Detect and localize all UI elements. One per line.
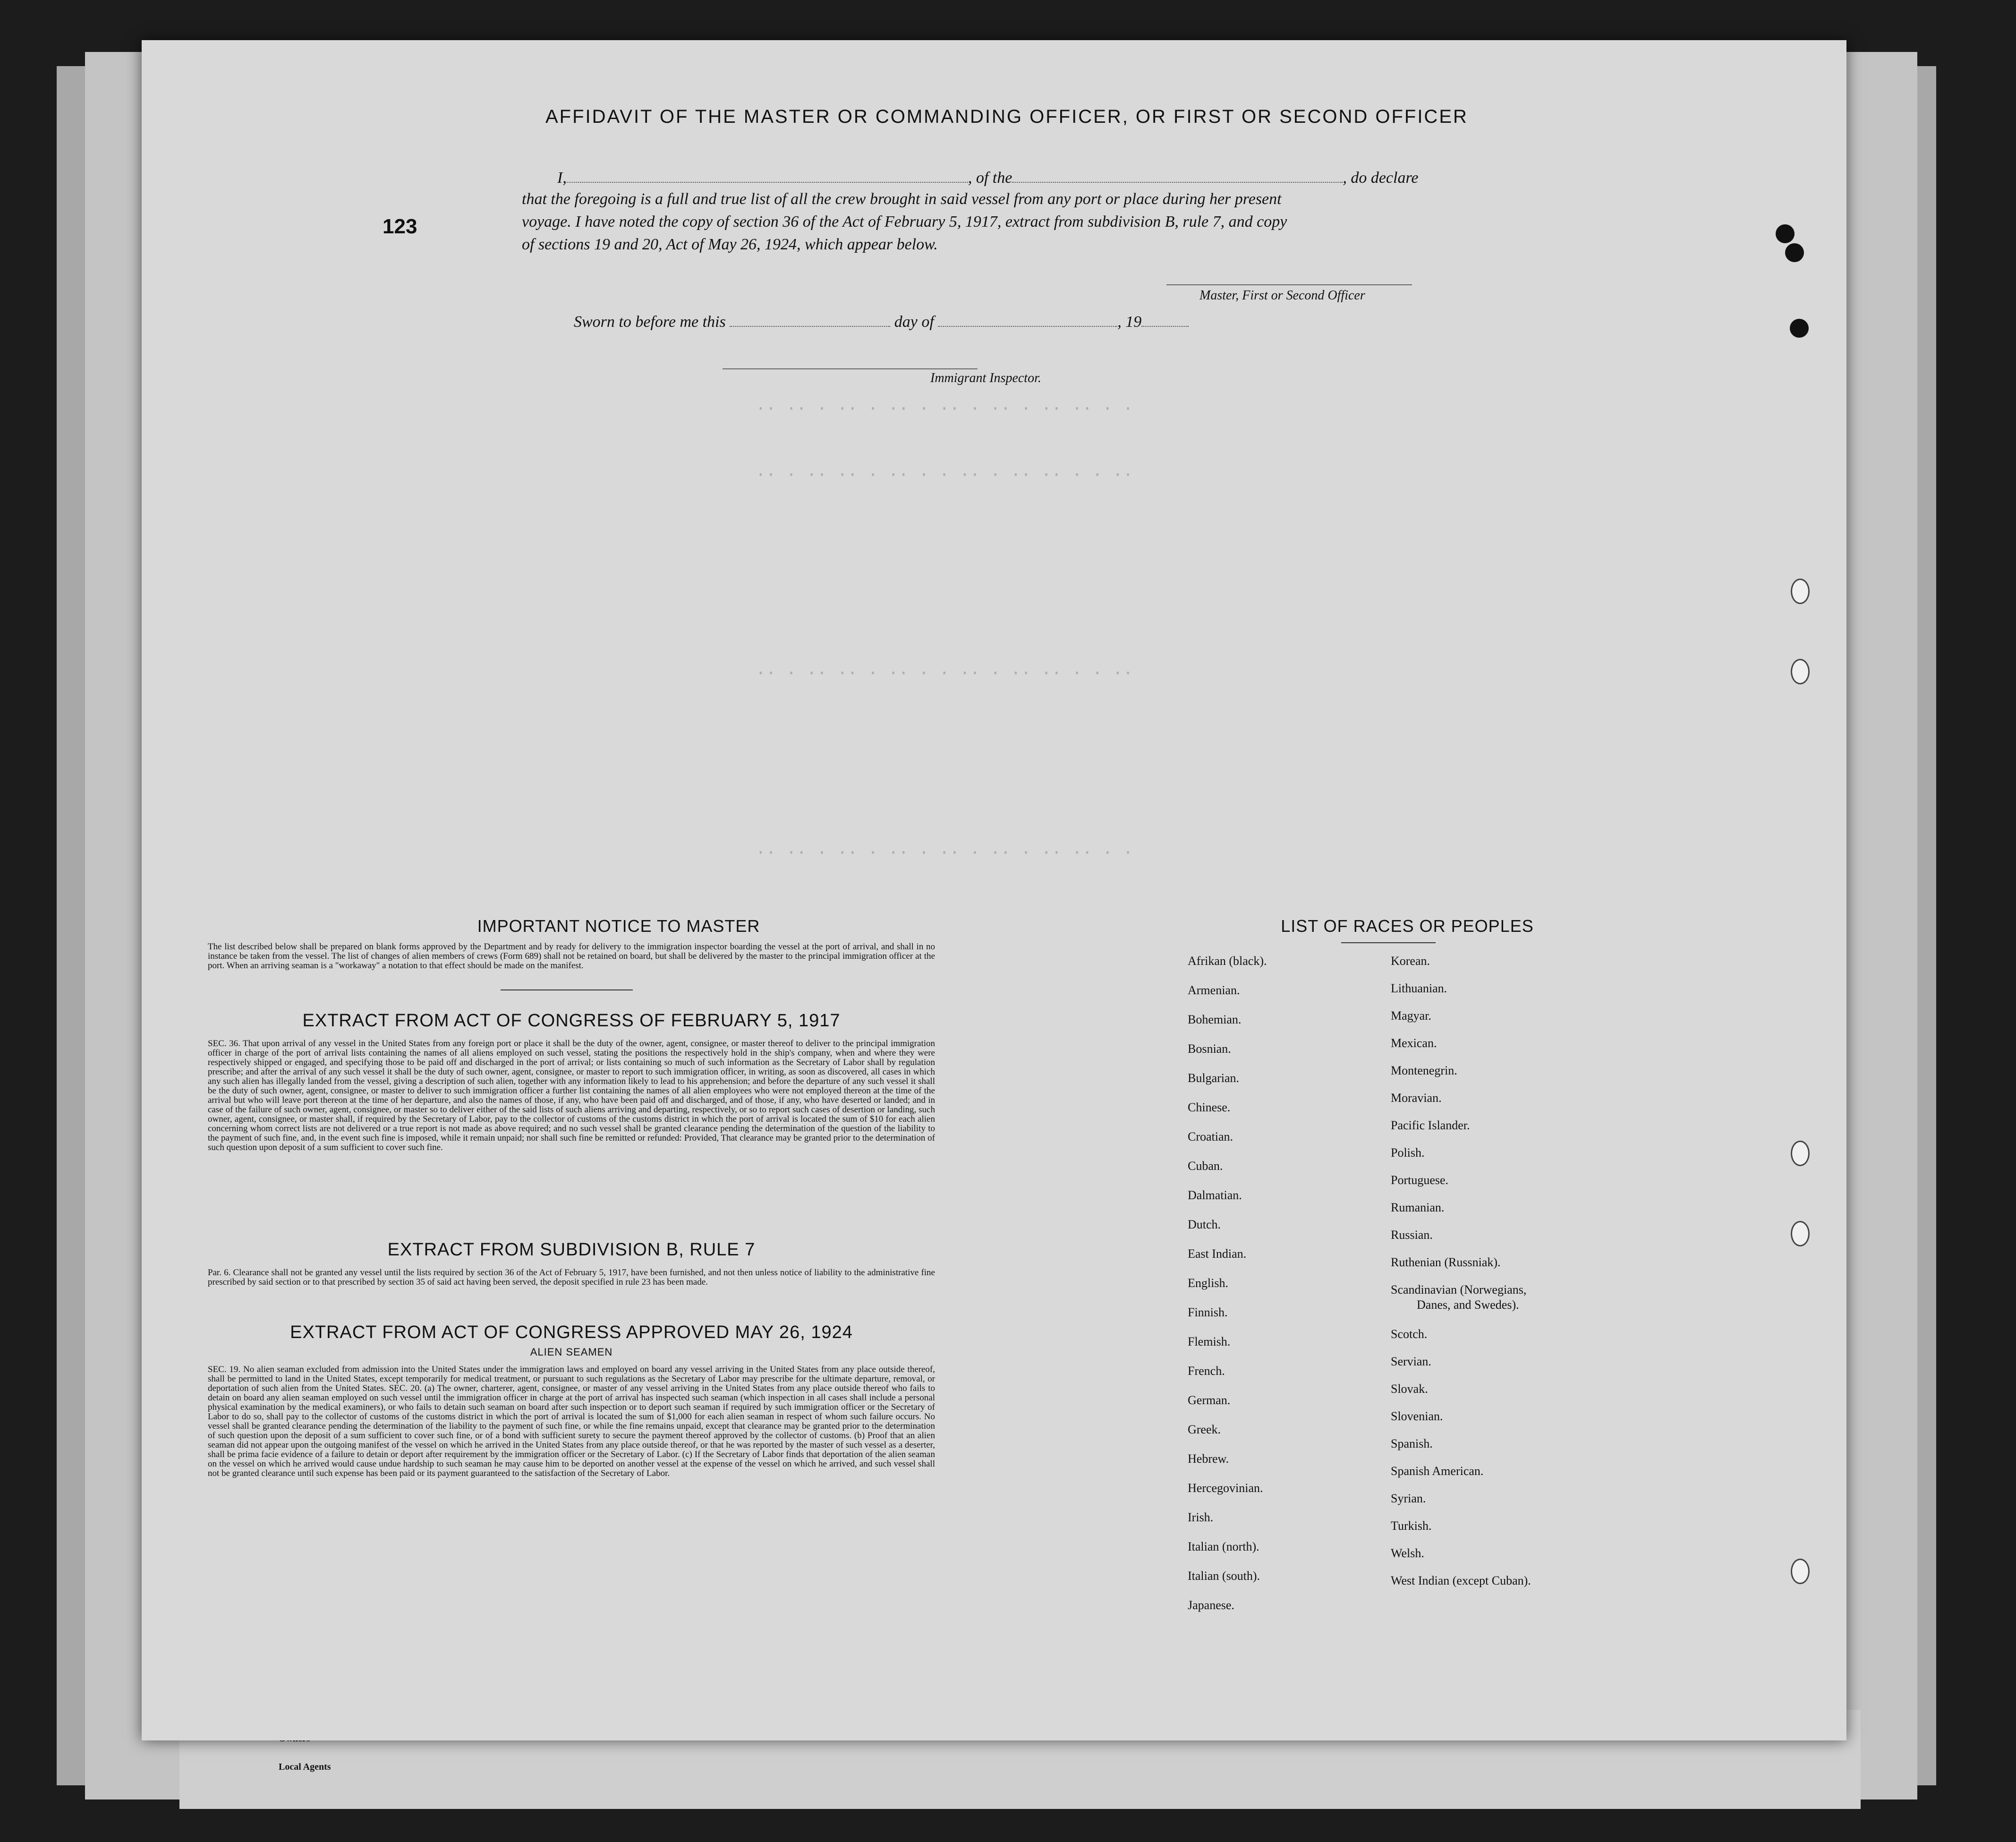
- race-item: Chinese.: [1188, 1100, 1231, 1114]
- affidavit-line4: of sections 19 and 20, Act of May 26, 1924, which appear below.: [522, 236, 938, 253]
- race-item: Turkish.: [1391, 1519, 1432, 1533]
- race-item: Lithuanian.: [1391, 981, 1447, 995]
- bleed-through-text: ·· · ·· ·· · ·· · · ·· · ·· ·· · · ··: [756, 465, 1133, 485]
- race-item: Hercegovinian.: [1188, 1481, 1263, 1495]
- race-item: Armenian.: [1188, 983, 1240, 997]
- affidavit-title: AFFIDAVIT OF THE MASTER OR COMMANDING OFFICER, OR FIRST OR SECOND OFFICER: [545, 106, 1468, 127]
- binder-hole: [1791, 1141, 1810, 1166]
- binder-hole: [1791, 579, 1810, 604]
- inspector-signature-line: [723, 368, 978, 369]
- bleed-through-text: ·· · ·· ·· · ·· · · ·· · ·· ·· · · ··: [756, 664, 1133, 683]
- race-item: Slovenian.: [1391, 1409, 1443, 1423]
- race-item: Irish.: [1188, 1510, 1214, 1524]
- race-item: Finnish.: [1188, 1305, 1228, 1319]
- punch-hole: [1776, 224, 1795, 243]
- race-item: Dutch.: [1188, 1218, 1221, 1231]
- race-item: Bohemian.: [1188, 1013, 1242, 1026]
- extract-1917-title: EXTRACT FROM ACT OF CONGRESS OF FEBRUARY 5, 1917: [302, 1011, 841, 1031]
- rule7-title: EXTRACT FROM SUBDIVISION B, RULE 7: [387, 1240, 756, 1260]
- binder-hole: [1791, 1559, 1810, 1584]
- affidavit-line3: voyage. I have noted the copy of section 36 of the Act of February 5, 1917, extract from subdivision B, rule 7, and copy: [522, 213, 1287, 230]
- race-item: English.: [1188, 1276, 1228, 1290]
- race-item: Italian (north).: [1188, 1540, 1259, 1553]
- extract-1924-text: SEC. 19. No alien seaman excluded from admission into the United States under the immigration laws and employed on board any vessel arriving in the United States from any place outside thereof, shall be permitted to land in the United States, except temporarily for medical treatment, or pursuant to such regulations as the Secretary of Labor may prescribe for the ultimate departure, removal, or deportation of such alien from the United States. SEC. 20. (a) The owner, charterer, agent, consignee, or master of any vessel arriving in the United States from any place outside thereof who fails to detain on board any alien seaman employed on such vessel until the immigration officer in charge at the port of arrival has inspected such seaman (which inspection in all cases shall include a personal physical examination by the medical examiners), or who fails to detain such seaman on board after such inspection or to deport such seaman if required by such immigration officer or the Secretary of Labor to do so, shall pay to the collector of customs of the customs district in which the port of arrival is located the sum of $1,000 for each alien seaman in respect of whom such failure occurs. No vessel shall be granted clearance pending the determination of the liability to the payment of such fine, or while the fine remains unpaid, except that clearance may be granted prior to the determination of such question upon the deposit of a sum sufficient to cover such fine, or of a bond with sufficient surety to secure the payment thereof approved by the collector of customs. (b) Proof that an alien seaman did not appear upon the outgoing manifest of the vessel on which he arrived in the United States from any place outside thereof, or that he was reported by the master of such vessel as a deserter, shall be prima facie evidence of a failure to detain or deport after requirement by the immigration officer or the Secretary of Labor. (c) If the Secretary of Labor finds that deportation of the alien seaman on the vessel on which he arrived would cause undue hardship to such seaman he may cause him to be deported on another vessel at the expense of the vessel on which he arrived, and such vessel shall not be granted clearance until such expense has been paid or its payment guaranteed to the satisfaction of the Secretary of Labor.: [208, 1364, 935, 1478]
- divider: [501, 989, 633, 990]
- race-item: Greek.: [1188, 1423, 1221, 1436]
- affidavit-line1: I, , of the , do declare: [557, 168, 1419, 187]
- extract-1924-title: EXTRACT FROM ACT OF CONGRESS APPROVED MAY 26, 1924: [290, 1322, 853, 1342]
- race-item: Portuguese.: [1391, 1173, 1449, 1187]
- race-item: Afrikan (black).: [1188, 954, 1267, 968]
- binder-hole: [1791, 659, 1810, 684]
- race-item: Ruthenian (Russniak).: [1391, 1255, 1501, 1269]
- race-item: Welsh.: [1391, 1546, 1424, 1560]
- rule7-text: Par. 6. Clearance shall not be granted any vessel until the lists required by section 36 of the Act of February 5, 1917, have been furnished, and not then unless notice of liability to the administrative fine prescribed by said section or to that prescribed by section 35 of said act having been served, the deposit specified in rule 23 has been made.: [208, 1268, 935, 1287]
- extract-1917-text: SEC. 36. That upon arrival of any vessel in the United States from any foreign port or place it shall be the duty of the owner, agent, consignee, or master thereof to deliver to the principal immigration officer in charge of the port of arrival lists containing the names of all aliens employed on such vessel, stating the positions the respectively hold in the ship's company, when and where they were respectively shipped or engaged, and specifying those to be paid off and discharged in the port of arrival; or lists containing so much of such information as the Secretary of Labor shall by regulation prescribe; and after the arrival of any such vessel it shall be the duty of such owner, agent, consignee, or master to report to such immigration officer, in writing, as soon as discovered, all cases in which any such alien has illegally landed from the vessel, giving a description of such alien, together with any information likely to lead to his apprehension; and before the departure of any such vessel it shall be the duty of such owner, agent, consignee, or master to deliver to such immigration officer a further list containing the names of all alien employees who were not employed thereon at the time of the arrival but who will leave port thereon at the time of her departure, and also the names of those, if any, who have been paid off and discharged, and of those, if any, who have deserted or landed; and in case of the failure of such owner, agent, consignee, or master so to deliver either of the said lists of such aliens arriving and departing, respectively, or so to report such cases of desertion or landing, such owner, agent, consignee, or master shall, if required by the Secretary of Labor, pay to the collector of customs of the customs district in which the port of arrival is located the sum of $10 for each alien concerning whom correct lists are not delivered or a true report is not made as above required; and no such vessel shall be granted clearance pending the determination of the question of the liability to the payment of such fine, and, in the event such fine is imposed, while it remain unpaid; nor shall such fine be remitted or refunded: Provided, That clearance may be granted prior to the determination of such question upon deposit of a sum sufficient to cover such fine.: [208, 1039, 935, 1152]
- race-item: Scotch.: [1391, 1327, 1428, 1341]
- local-agents-label: Local Agents: [279, 1762, 331, 1772]
- race-item: Slovak.: [1391, 1382, 1428, 1396]
- bleed-through-text: ·· ·· · ·· · ·· · ·· · ·· · ·· ·· · ·: [756, 843, 1133, 862]
- race-item: German.: [1188, 1393, 1231, 1407]
- race-item: Scandinavian (Norwegians,: [1391, 1283, 1527, 1296]
- affidavit-line2: that the foregoing is a full and true list of all the crew brought in said vessel from any port or place during her present: [522, 190, 1282, 208]
- race-item: French.: [1188, 1364, 1225, 1378]
- race-item: Bosnian.: [1188, 1042, 1231, 1056]
- race-item: Cuban.: [1188, 1159, 1223, 1173]
- races-title: LIST OF RACES OR PEOPLES: [1281, 916, 1534, 936]
- race-item: Flemish.: [1188, 1335, 1231, 1348]
- race-item: Korean.: [1391, 954, 1430, 968]
- race-item: Italian (south).: [1188, 1569, 1260, 1583]
- race-item: Pacific Islander.: [1391, 1118, 1470, 1132]
- inspector-label: Immigrant Inspector.: [930, 371, 1041, 385]
- punch-hole: [1790, 319, 1809, 338]
- races-divider: [1341, 942, 1436, 943]
- race-item: Magyar.: [1391, 1009, 1431, 1023]
- affidavit-page: [142, 40, 1846, 1740]
- race-item: Bulgarian.: [1188, 1071, 1240, 1085]
- binder-hole: [1791, 1221, 1810, 1246]
- race-item: Croatian.: [1188, 1130, 1233, 1143]
- race-item: Spanish American.: [1391, 1464, 1484, 1478]
- race-item: Montenegrin.: [1391, 1064, 1457, 1077]
- bleed-through-text: ·· ·· · ·· · ·· · ·· · ·· · ·· ·· · ·: [756, 399, 1133, 418]
- sworn-line: Sworn to before me this day of , 19: [574, 312, 1189, 331]
- race-item: Moravian.: [1391, 1091, 1442, 1105]
- race-item: Syrian.: [1391, 1492, 1426, 1505]
- race-item: Servian.: [1391, 1355, 1431, 1368]
- officer-signature-line: [1166, 284, 1412, 285]
- race-item: East Indian.: [1188, 1247, 1247, 1261]
- race-item: Dalmatian.: [1188, 1188, 1242, 1202]
- race-item: Japanese.: [1188, 1598, 1234, 1612]
- officer-label: Master, First or Second Officer: [1199, 288, 1365, 303]
- race-item: Rumanian.: [1391, 1201, 1445, 1214]
- page-number: 123: [383, 215, 417, 238]
- race-item: Hebrew.: [1188, 1452, 1229, 1466]
- notice-text: The list described below shall be prepared on blank forms approved by the Department and by ready for delivery to the immigration inspector boarding the vessel at the port of arrival, and shall in no instance be taken from the vessel. The list of changes of alien members of crews (Form 689) shall not be retained on board, but shall be delivered by the master to the principal immigration officer at the port. When an arriving seaman is a "workaway" a notation to that effect should be made on the manifest.: [208, 942, 935, 971]
- race-item: West Indian (except Cuban).: [1391, 1574, 1531, 1587]
- punch-hole: [1785, 243, 1804, 262]
- extract-1924-subtitle: ALIEN SEAMEN: [530, 1346, 613, 1358]
- race-item: Spanish.: [1391, 1437, 1433, 1450]
- race-item: Mexican.: [1391, 1036, 1437, 1050]
- notice-title: IMPORTANT NOTICE TO MASTER: [477, 916, 760, 936]
- race-item-continued: Danes, and Swedes).: [1417, 1298, 1519, 1312]
- race-item: Polish.: [1391, 1146, 1425, 1160]
- race-item: Russian.: [1391, 1228, 1433, 1242]
